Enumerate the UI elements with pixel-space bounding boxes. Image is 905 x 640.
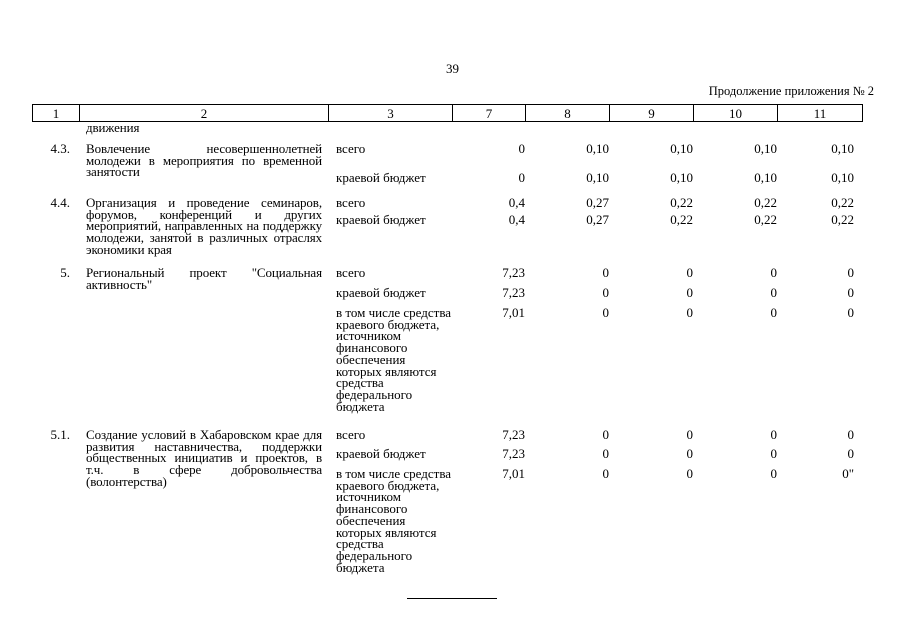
row-name: Вовлечение несовершеннолетней молодежи в мероприятия по временной занятости	[86, 141, 322, 180]
value-col-7: 0	[518, 170, 525, 185]
value-col-8: 0,27	[586, 195, 609, 210]
value-col-8: 0	[602, 466, 609, 481]
column-header: 11	[778, 105, 863, 122]
funding-source: всего	[336, 427, 366, 442]
value-col-7: 7,23	[502, 285, 525, 300]
funding-source: краевой бюджет	[336, 446, 426, 461]
funding-source: краевой бюджет	[336, 170, 426, 185]
value-col-10: 0,22	[754, 212, 777, 227]
value-col-10: 0,22	[754, 195, 777, 210]
funding-source: в том числе средства краевого бюджета, источником финансового обеспечения которых являются средства федерального бюджета	[336, 466, 452, 575]
value-col-10: 0	[770, 446, 777, 461]
value-col-11: 0,10	[831, 170, 854, 185]
funding-source: краевой бюджет	[336, 285, 426, 300]
value-col-7: 0	[518, 141, 525, 156]
value-col-8: 0,10	[586, 141, 609, 156]
funding-line	[32, 287, 862, 301]
column-header: 8	[526, 105, 610, 122]
value-col-8: 0,10	[586, 170, 609, 185]
funding-line	[32, 429, 862, 443]
row-name: Организация и проведение семинаров, форумов, конференций и других мероприятий, направленных на поддержку молодежи, занятой в различных отраслях экономики края	[86, 195, 322, 257]
value-col-7: 7,23	[502, 446, 525, 461]
value-col-8: 0	[602, 265, 609, 280]
value-col-7: 7,01	[502, 466, 525, 481]
value-col-7: 7,23	[502, 265, 525, 280]
value-col-7: 7,23	[502, 427, 525, 442]
value-col-11: 0"	[842, 466, 854, 481]
value-col-7: 0,4	[508, 212, 525, 227]
funding-line	[32, 466, 862, 575]
funding-line	[32, 172, 862, 186]
value-col-11: 0	[847, 305, 854, 320]
page-number: 39	[446, 61, 459, 76]
value-col-8: 0	[602, 427, 609, 442]
funding-line	[32, 267, 862, 281]
value-col-11: 0	[847, 265, 854, 280]
value-col-9: 0	[686, 305, 693, 320]
row-number: 4.4.	[50, 195, 70, 210]
value-col-11: 0	[847, 446, 854, 461]
column-header: 2	[80, 105, 329, 122]
continuation-note: Продолжение приложения № 2	[708, 84, 874, 98]
value-col-9: 0,22	[670, 212, 693, 227]
column-header: 10	[694, 105, 778, 122]
row-number: 5.1.	[50, 427, 70, 442]
value-col-9: 0	[686, 446, 693, 461]
value-col-8: 0	[602, 305, 609, 320]
value-col-9: 0,10	[670, 141, 693, 156]
funding-line	[32, 197, 862, 211]
column-header: 9	[610, 105, 694, 122]
value-col-9: 0,22	[670, 195, 693, 210]
funding-line	[32, 143, 862, 157]
funding-line	[32, 214, 862, 228]
value-col-11: 0,22	[831, 212, 854, 227]
funding-source: всего	[336, 195, 366, 210]
row-number: 4.3.	[50, 141, 70, 156]
funding-source: всего	[336, 141, 366, 156]
footer-rule	[407, 598, 497, 599]
value-col-8: 0	[602, 285, 609, 300]
value-col-10: 0	[770, 305, 777, 320]
value-col-7: 7,01	[502, 305, 525, 320]
value-col-10: 0,10	[754, 170, 777, 185]
column-header: 3	[329, 105, 453, 122]
value-col-9: 0	[686, 265, 693, 280]
column-header: 1	[33, 105, 80, 122]
value-col-8: 0	[602, 446, 609, 461]
value-col-11: 0	[847, 285, 854, 300]
row-name: Региональный проект "Социальная активность"	[86, 265, 322, 292]
value-col-8: 0,27	[586, 212, 609, 227]
value-col-10: 0	[770, 466, 777, 481]
value-col-10: 0	[770, 285, 777, 300]
value-col-9: 0	[686, 285, 693, 300]
funding-source: краевой бюджет	[336, 212, 426, 227]
value-col-11: 0	[847, 427, 854, 442]
funding-line	[32, 448, 862, 462]
funding-line	[32, 305, 862, 414]
value-col-9: 0	[686, 466, 693, 481]
funding-source: в том числе средства краевого бюджета, источником финансового обеспечения которых являются средства федерального бюджета	[336, 305, 452, 414]
value-col-9: 0,10	[670, 170, 693, 185]
value-col-10: 0	[770, 427, 777, 442]
value-col-11: 0,10	[831, 141, 854, 156]
row-name: Создание условий в Хабаровском крае для развития наставничества, поддержки общественных инициатив и проектов, в т.ч. в сфере добровольчества (волонтерства)	[86, 427, 322, 489]
column-header: 7	[453, 105, 526, 122]
column-header-table	[32, 104, 863, 122]
column-header-row	[33, 105, 863, 122]
value-col-9: 0	[686, 427, 693, 442]
value-col-11: 0,22	[831, 195, 854, 210]
row-number: 5.	[60, 265, 70, 280]
value-col-7: 0,4	[508, 195, 525, 210]
funding-source: всего	[336, 265, 366, 280]
carryover-text: движения	[86, 120, 140, 135]
value-col-10: 0	[770, 265, 777, 280]
value-col-10: 0,10	[754, 141, 777, 156]
